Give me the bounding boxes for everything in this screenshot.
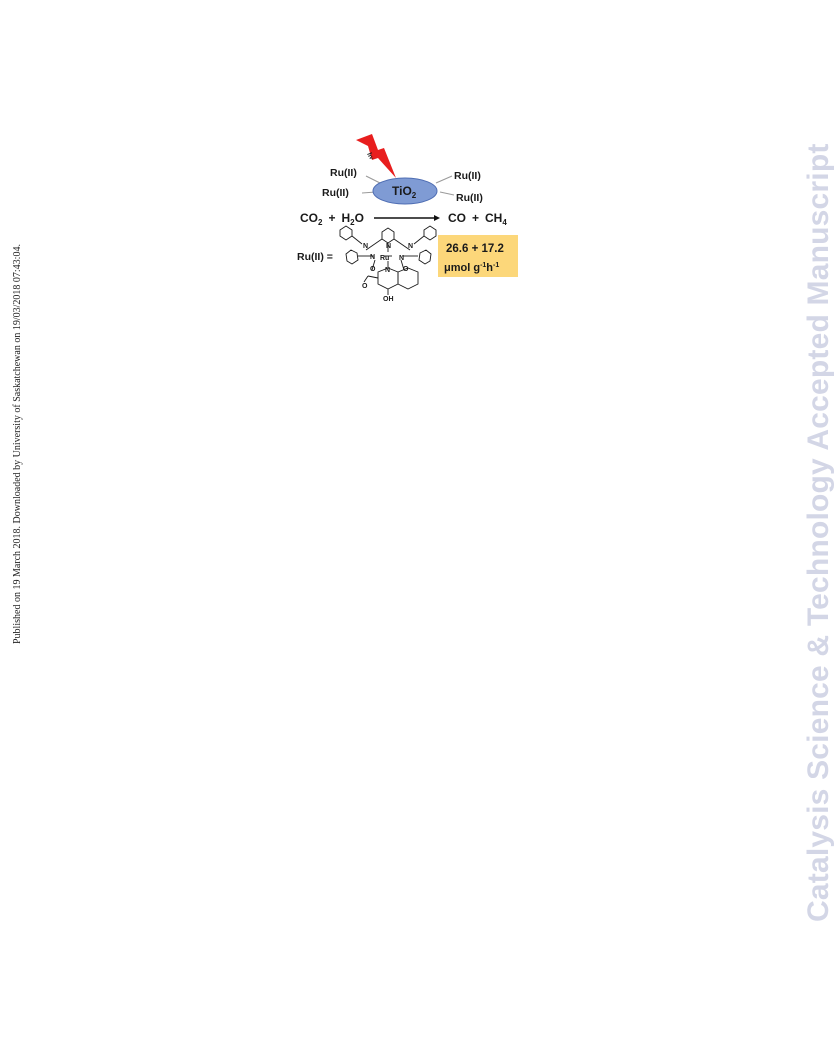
atom-n-left: N bbox=[370, 254, 376, 261]
lightning-icon bbox=[356, 134, 396, 178]
ch4-subscript: 4 bbox=[502, 218, 507, 227]
atom-n-center: N bbox=[386, 243, 392, 250]
atom-n-left-top: N bbox=[363, 243, 369, 250]
ru-label-bottom-left: Ru(II) bbox=[322, 187, 349, 199]
reactant-plus: + bbox=[328, 211, 336, 225]
ru-label-top-left: Ru(II) bbox=[330, 167, 357, 179]
ru-label-top-right: Ru(II) bbox=[454, 170, 481, 182]
atom-o-carbonyl: O bbox=[362, 283, 368, 290]
atom-o-left: O bbox=[370, 266, 376, 273]
co2-subscript: 2 bbox=[318, 218, 323, 227]
yield-unit-sup2: -1 bbox=[493, 262, 500, 269]
tio2-subscript: 2 bbox=[411, 191, 417, 200]
svg-text:μmol g-1h-1 bbox=[444, 262, 499, 274]
ch4-c: CH bbox=[485, 211, 503, 225]
atom-ru: Ru bbox=[380, 255, 390, 262]
product-plus: + bbox=[472, 211, 480, 225]
svg-text:CO+CH4 bbox=[448, 211, 507, 227]
atom-n-right-top: N bbox=[408, 243, 414, 250]
h2o-h: H bbox=[341, 211, 351, 225]
atom-o-right: O bbox=[403, 266, 409, 273]
atom-labels bbox=[362, 243, 413, 303]
ru-label-bottom-right: Ru(II) bbox=[456, 192, 483, 204]
yield-unit-sup1: -1 bbox=[480, 262, 487, 269]
yield-unit-h: h bbox=[486, 262, 494, 274]
svg-text:CO2+H2O bbox=[300, 211, 364, 227]
publication-note: Published on 19 March 2018. Downloaded by University of Saskatchewan on 19/03/2018 07:43:04. bbox=[12, 244, 23, 644]
h2o-subscript: 2 bbox=[350, 218, 355, 227]
graphical-abstract bbox=[292, 132, 528, 308]
ru-definition-label: Ru(II) = bbox=[297, 251, 333, 263]
reaction-arrow bbox=[374, 215, 440, 221]
tio2-label: TiO bbox=[392, 184, 412, 198]
yield-values: 26.6 + 17.2 bbox=[446, 243, 504, 255]
atom-n-right: N bbox=[399, 255, 405, 262]
yield-unit-umol: μmol g bbox=[444, 262, 481, 274]
atom-n-bottom: N bbox=[385, 267, 391, 274]
light-label: hν bbox=[365, 151, 376, 162]
accepted-manuscript-watermark: Catalysis Science & Technology Accepted Manuscript bbox=[802, 143, 835, 922]
h2o-o: O bbox=[354, 211, 364, 225]
atom-oh: OH bbox=[383, 296, 394, 303]
co-label: CO bbox=[448, 211, 466, 225]
co2-label: CO bbox=[300, 211, 318, 225]
